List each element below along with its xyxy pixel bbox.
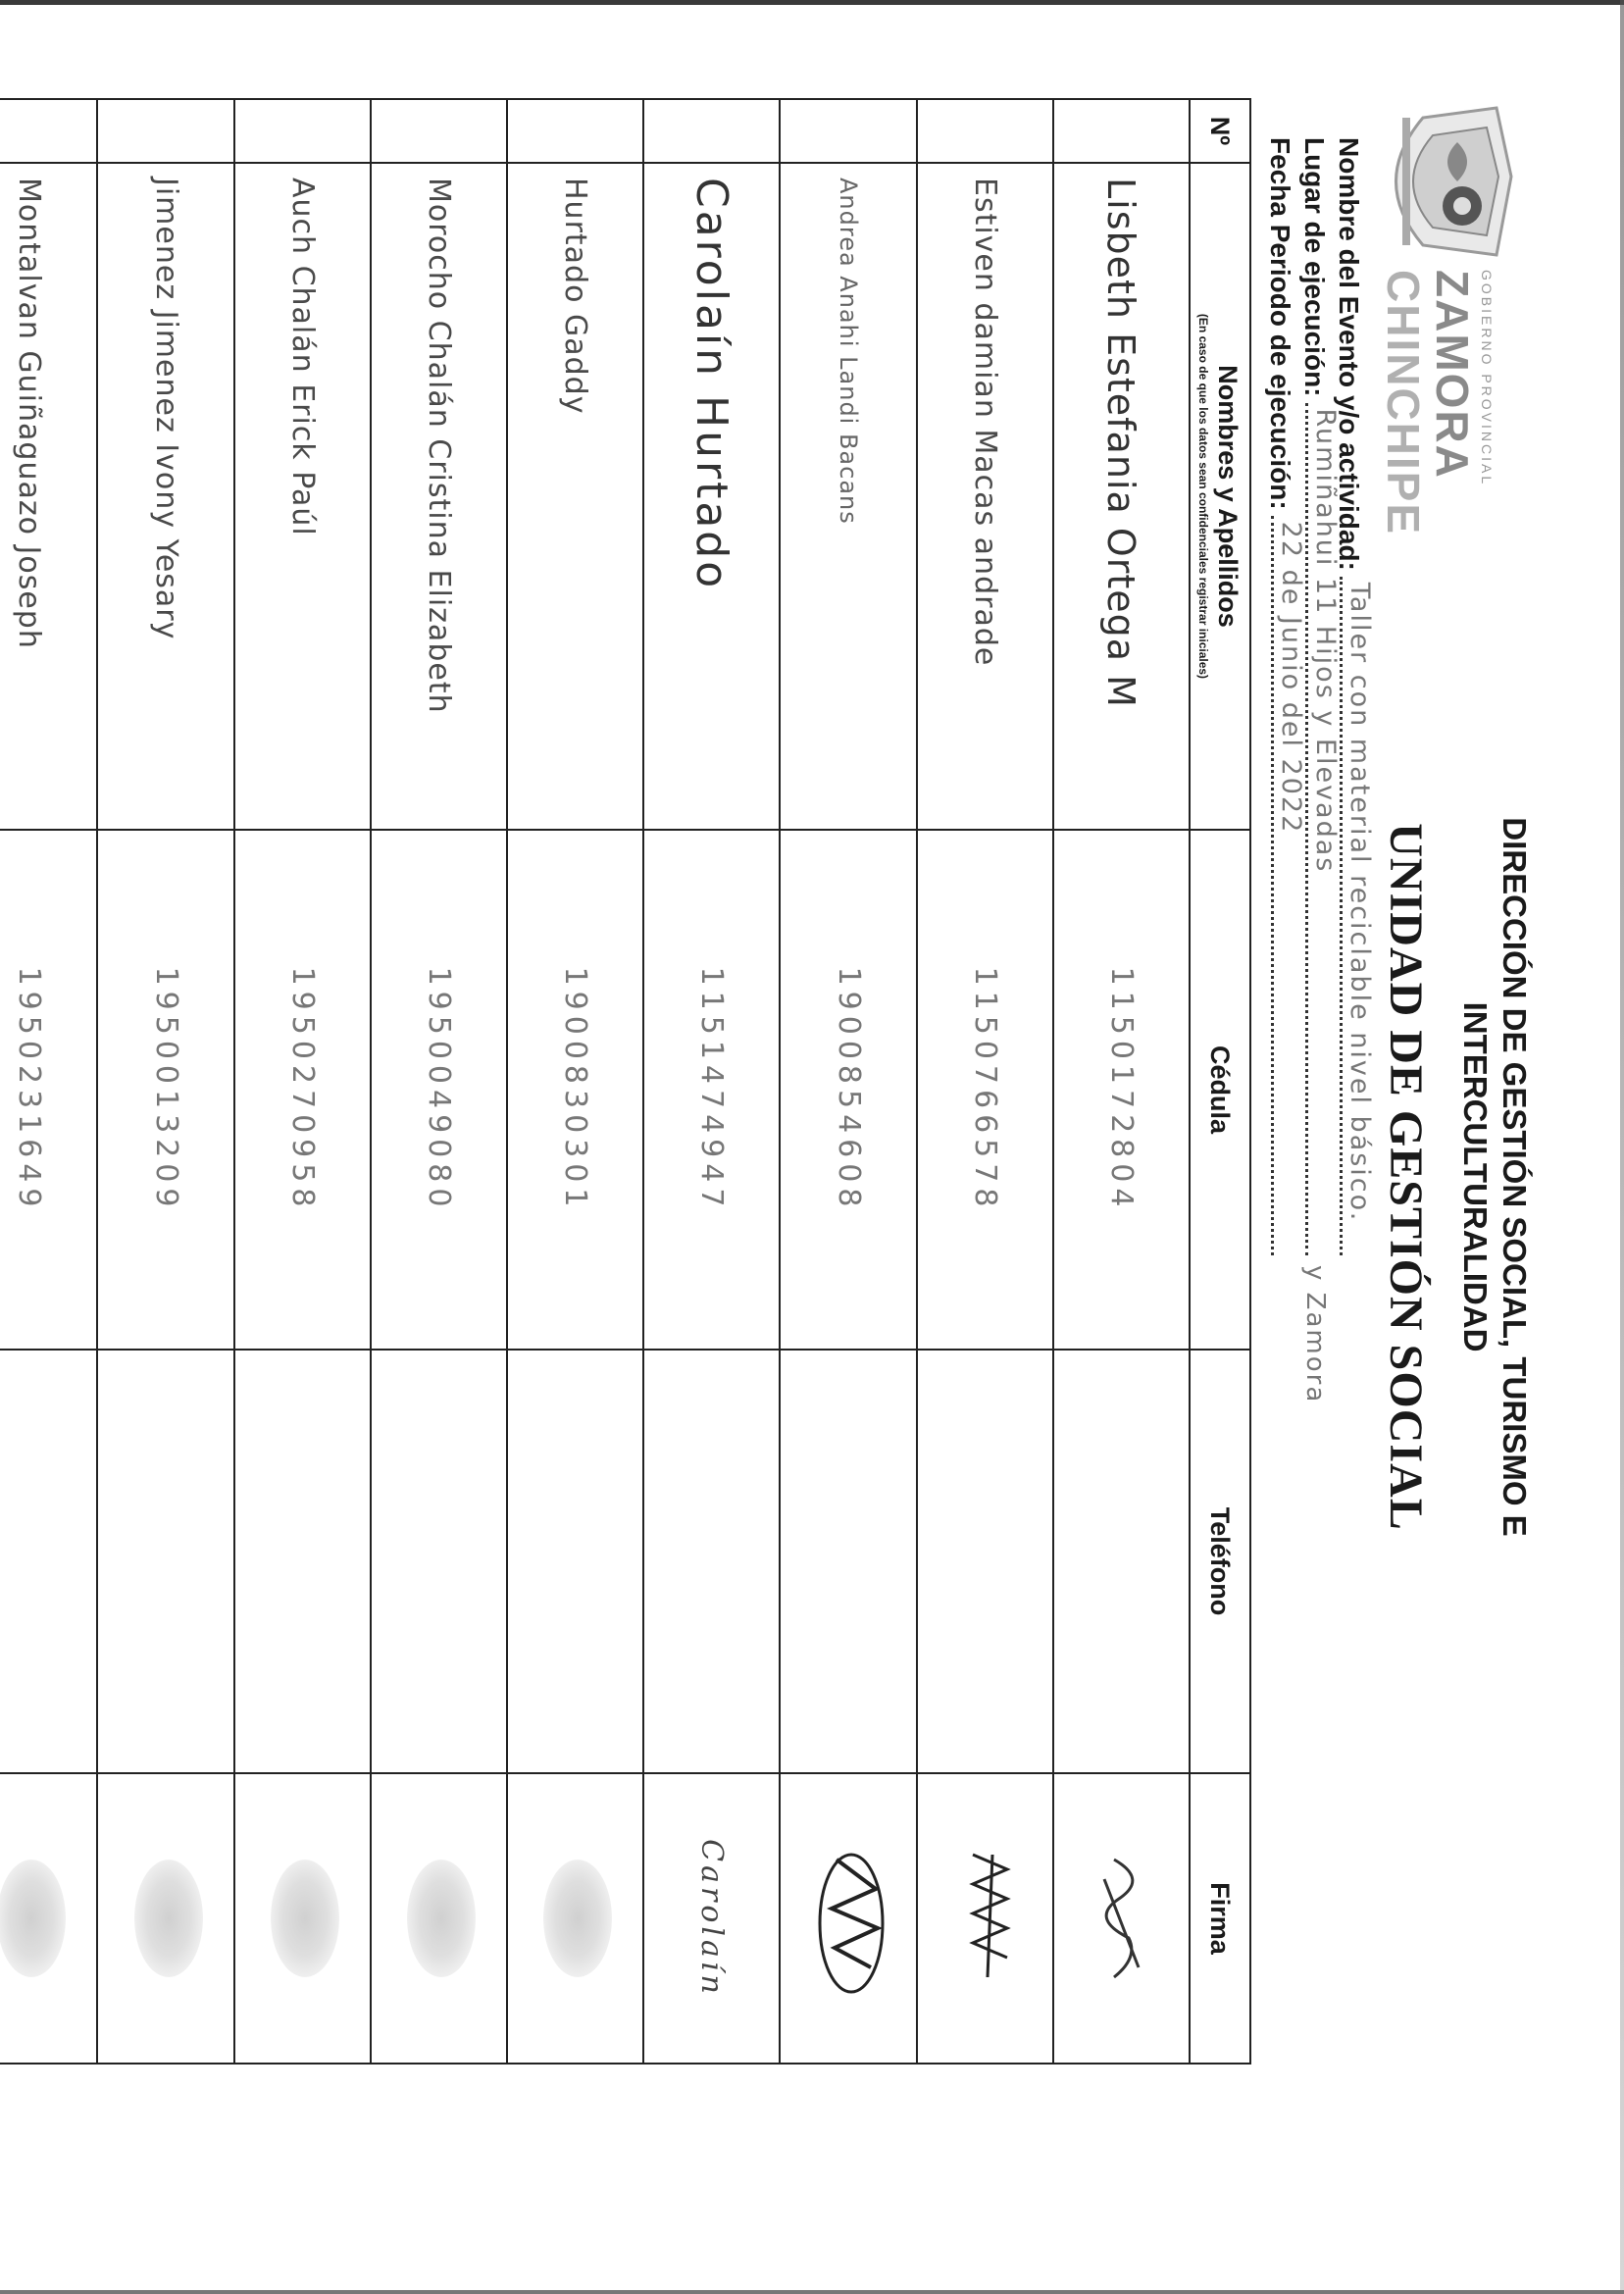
row-telefono xyxy=(917,1350,1053,1773)
direction-title-line2: INTERCULTURALIDAD xyxy=(1457,1001,1494,1352)
row-cedula: 1150766578 xyxy=(917,830,1053,1350)
table-row xyxy=(643,99,780,2064)
row-firma xyxy=(1053,1773,1190,2064)
row-cedula: 1900854608 xyxy=(780,830,916,1350)
signature-icon xyxy=(953,1840,1022,1997)
row-telefono xyxy=(371,1350,507,1773)
unit-title: UNIDAD DE GESTIÓN SOCIAL xyxy=(1380,823,1432,1531)
event-dotted-line xyxy=(1340,577,1375,1255)
thumbprint-icon xyxy=(407,1860,476,1977)
row-name: Hurtado Gaddy xyxy=(507,163,643,830)
row-cedula: 1151474947 xyxy=(643,830,780,1350)
row-name: Jimenez Jimenez Ivony Yesary xyxy=(98,163,234,830)
row-cedula: 1950270958 xyxy=(234,830,371,1350)
row-telefono xyxy=(1053,1350,1190,1773)
row-firma xyxy=(780,1773,916,2064)
row-telefono xyxy=(0,1350,98,1773)
table-header-row xyxy=(1190,99,1250,2064)
header-cedula: Cédula xyxy=(1190,830,1250,1350)
direction-title xyxy=(1455,804,1534,1550)
row-number xyxy=(371,99,507,163)
table-row xyxy=(0,99,98,2064)
attendance-table xyxy=(0,98,1251,2065)
row-name: Andrea Anahi Landi Bacans xyxy=(780,163,916,830)
thumbprint-icon xyxy=(271,1860,339,1977)
logo-small-text: GOBIERNO PROVINCIAL xyxy=(1479,270,1495,487)
row-telefono xyxy=(643,1350,780,1773)
row-telefono xyxy=(234,1350,371,1773)
logo-zamora: ZAMORA xyxy=(1427,270,1478,480)
header-number: Nº xyxy=(1190,99,1250,163)
row-firma xyxy=(917,1773,1053,2064)
row-firma xyxy=(507,1773,643,2064)
logo-chinchipe: CHINCHIPE xyxy=(1378,270,1429,536)
date-label: Fecha Periodo de ejecución: xyxy=(1265,137,1295,510)
row-name: Lisbeth Estefania Ortega M xyxy=(1053,163,1190,830)
signature-icon xyxy=(807,1830,895,2007)
row-telefono xyxy=(98,1350,234,1773)
row-cedula: 1950049080 xyxy=(371,830,507,1350)
row-firma xyxy=(371,1773,507,2064)
row-telefono xyxy=(507,1350,643,1773)
row-firma xyxy=(98,1773,234,2064)
header-firma: Firma xyxy=(1190,1773,1250,2064)
row-firma xyxy=(234,1773,371,2064)
thumbprint-icon xyxy=(0,1860,66,1977)
row-name: Morocho Chalán Cristina Elizabeth xyxy=(371,163,507,830)
signature-icon xyxy=(1090,1840,1158,1997)
place-value: Rumiñahui 11 Hijos y Elevadas xyxy=(1310,408,1341,874)
header-telefono: Teléfono xyxy=(1190,1350,1250,1773)
row-number xyxy=(1053,99,1190,163)
row-number xyxy=(507,99,643,163)
row-name: Auch Chalán Erick Paúl xyxy=(234,163,371,830)
row-number xyxy=(98,99,234,163)
place-dotted-line xyxy=(1305,403,1341,1256)
date-dotted-line xyxy=(1271,516,1306,1255)
row-telefono xyxy=(780,1350,916,1773)
place-value-continuation: y Zamora xyxy=(1300,1265,1330,1404)
row-number xyxy=(917,99,1053,163)
table-row xyxy=(98,99,234,2064)
logo xyxy=(1359,98,1526,536)
row-cedula: 1950231649 xyxy=(0,830,98,1350)
row-name: Montalvan Guiñaguazo Joseph xyxy=(0,163,98,830)
row-number xyxy=(643,99,780,163)
table-row xyxy=(780,99,916,2064)
table-row xyxy=(507,99,643,2064)
thumbprint-icon xyxy=(543,1860,612,1977)
event-label: Nombre del Evento y/o actividad: xyxy=(1334,137,1364,571)
row-number xyxy=(780,99,916,163)
thumbprint-icon xyxy=(134,1860,203,1977)
direction-title-line1: DIRECCIÓN DE GESTIÓN SOCIAL, TURISMO E xyxy=(1497,817,1533,1537)
date-field xyxy=(1264,137,1306,1255)
row-number xyxy=(234,99,371,163)
row-name: Estiven damian Macas andrade xyxy=(917,163,1053,830)
row-name: Carolaín Hurtado xyxy=(643,163,780,830)
table-row xyxy=(371,99,507,2064)
row-cedula: 1950013209 xyxy=(98,830,234,1350)
row-firma xyxy=(0,1773,98,2064)
header-name-note: (En caso de que los datos sean confidenciales registrar iniciales) xyxy=(1196,313,1211,680)
header-name xyxy=(1190,163,1250,830)
row-cedula: 1150172804 xyxy=(1053,830,1190,1350)
row-cedula: 1900830301 xyxy=(507,830,643,1350)
table-row xyxy=(1053,99,1190,2064)
table-row xyxy=(917,99,1053,2064)
table-row xyxy=(234,99,371,2064)
signature-text: Carolaín xyxy=(694,1839,730,1998)
event-value: Taller con material reciclable nivel básico. xyxy=(1345,582,1375,1223)
shield-emblem-icon xyxy=(1369,98,1516,265)
date-value: 22 de Junio del 2022 xyxy=(1276,521,1306,835)
place-label: Lugar de ejecución: xyxy=(1299,137,1330,397)
row-number xyxy=(0,99,98,163)
header-name-label: Nombres y Apellidos xyxy=(1213,365,1243,628)
row-firma xyxy=(643,1773,780,2064)
